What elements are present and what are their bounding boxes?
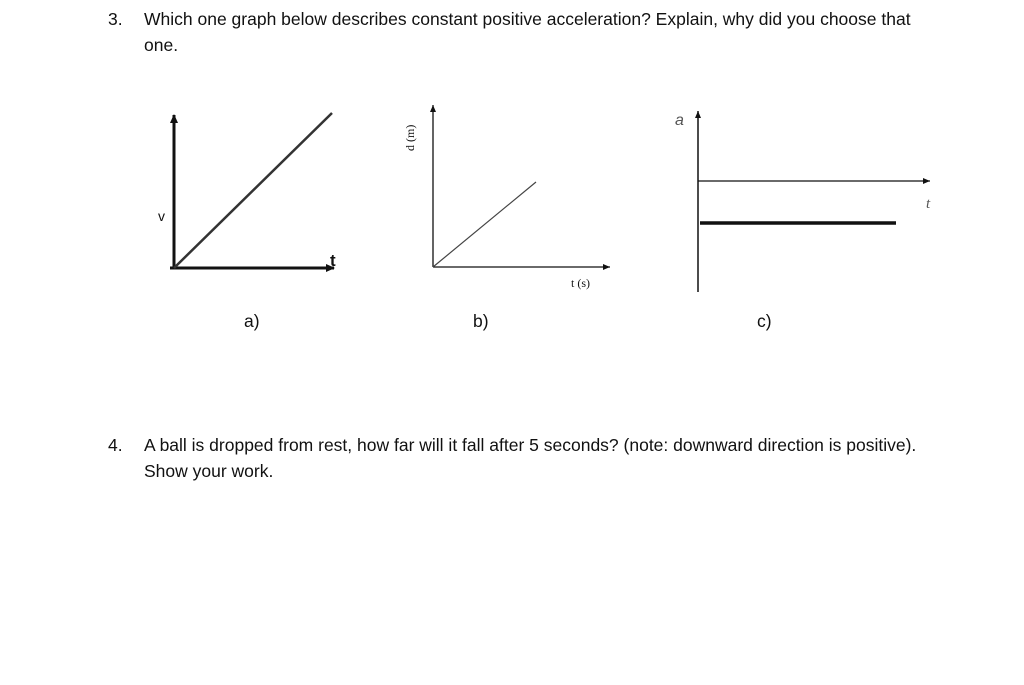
- question-text: A ball is dropped from rest, how far will it fall after 5 seconds? (note: downward direction is positive). Show your work.: [144, 435, 917, 481]
- question-3: [108, 6, 928, 58]
- graph-a-y-label: v: [158, 208, 165, 224]
- graph-c-plot: [665, 95, 955, 305]
- graph-b-caption: b): [473, 311, 489, 331]
- graph-c-x-label: t: [926, 196, 931, 212]
- graph-c-y-label: a: [675, 112, 684, 129]
- question-text: Which one graph below describes constant positive acceleration? Explain, why did you choose that one.: [144, 9, 911, 55]
- graph-b-plot: [392, 95, 632, 295]
- graph-a-data-line: [174, 113, 332, 268]
- graph-a-caption: a): [244, 311, 260, 331]
- graph-b-data-line: [433, 182, 536, 267]
- graph-c: [665, 95, 965, 305]
- graph-a-plot: [150, 95, 350, 285]
- graph-c-caption: c): [757, 311, 772, 331]
- graph-b-y-label: d (m): [403, 124, 417, 151]
- graph-b: [392, 95, 692, 305]
- question-number: 3.: [108, 9, 123, 29]
- graph-a-x-label: t: [330, 251, 336, 270]
- graph-b-x-label: t (s): [571, 276, 590, 290]
- question-4: [108, 432, 928, 484]
- question-number: 4.: [108, 435, 123, 455]
